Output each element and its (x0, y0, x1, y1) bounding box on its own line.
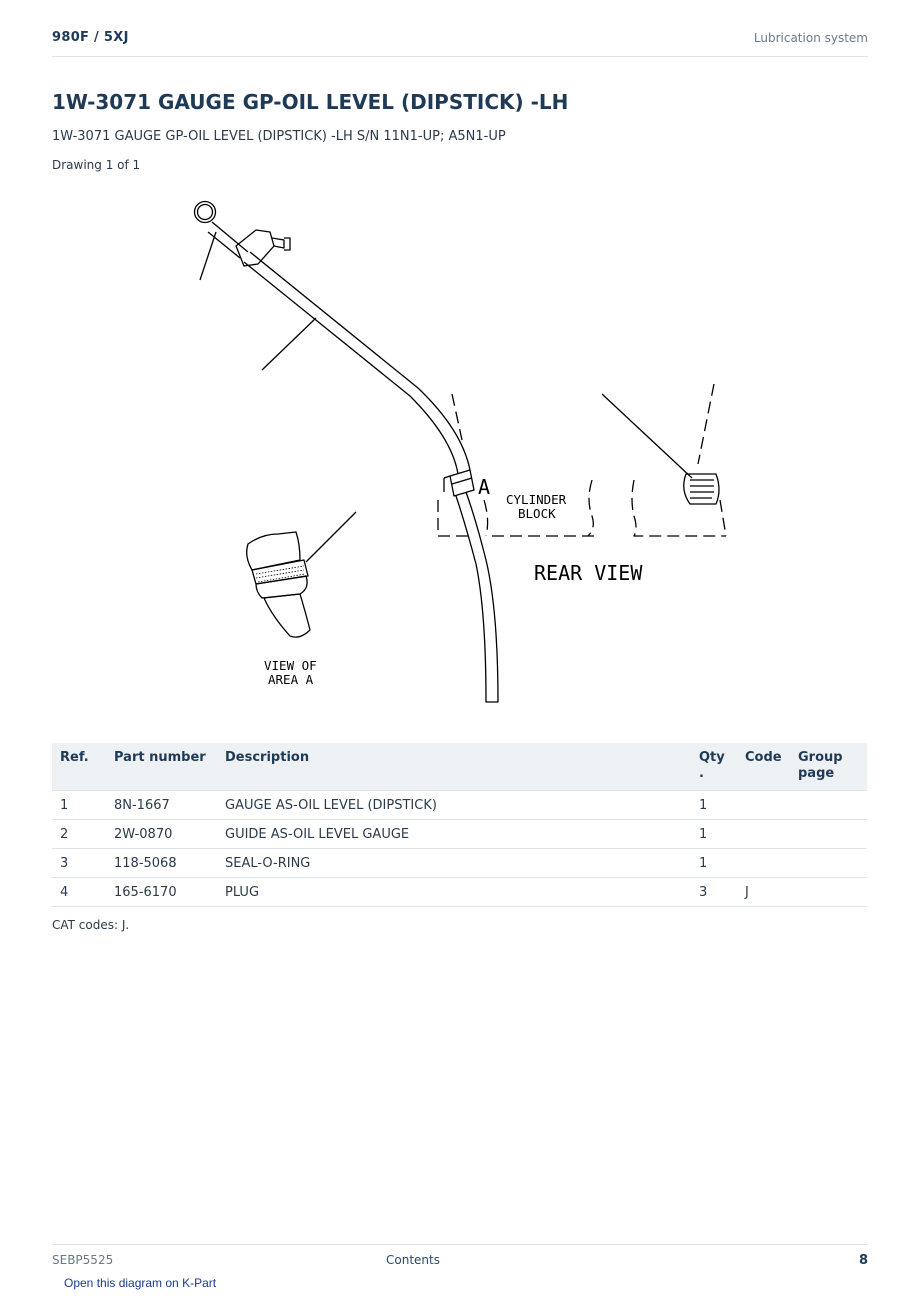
cell-group-page (790, 791, 867, 820)
cell-code (737, 791, 790, 820)
cell-description: PLUG (217, 878, 691, 907)
col-header-code: Code (737, 743, 790, 791)
cell-group-page (790, 878, 867, 907)
col-header-description: Description (217, 743, 691, 791)
cell-description: GUIDE AS-OIL LEVEL GAUGE (217, 820, 691, 849)
cell-description: SEAL-O-RING (217, 849, 691, 878)
leader-line-3 (306, 512, 356, 562)
cell-group-page (790, 849, 867, 878)
page-number: 8 (858, 1253, 868, 1268)
cell-description: GAUGE AS-OIL LEVEL (DIPSTICK) (217, 791, 691, 820)
document-id: SEBP5525 (52, 1253, 114, 1267)
seal-o-ring-band (444, 470, 474, 496)
cell-qty: 1 (691, 849, 737, 878)
page-header (52, 28, 868, 57)
plug-fitting (684, 474, 719, 504)
cell-ref: 4 (52, 878, 106, 907)
cell-group-page (790, 820, 867, 849)
table-row (52, 791, 867, 820)
leader-line-1 (200, 232, 216, 280)
cylinder-block-outline (438, 384, 726, 536)
cell-part-number: 2W-0870 (106, 820, 217, 849)
cell-qty: 1 (691, 791, 737, 820)
cell-qty: 3 (691, 878, 737, 907)
area-a-detail (247, 532, 310, 637)
contents-link[interactable]: Contents (386, 1253, 440, 1267)
page-footer (52, 1244, 868, 1275)
dipstick-handle-ring (195, 202, 216, 223)
cell-ref: 1 (52, 791, 106, 820)
page-title: 1W-3071 GAUGE GP-OIL LEVEL (DIPSTICK) -LH (52, 90, 569, 114)
cell-code (737, 820, 790, 849)
col-header-qty: Qty . (691, 743, 737, 791)
table-row (52, 878, 867, 907)
label-block: BLOCK (518, 506, 556, 521)
cell-part-number: 165-6170 (106, 878, 217, 907)
dipstick-tube (208, 222, 498, 702)
leader-line-2 (262, 318, 316, 370)
cat-codes-note: CAT codes: J. (52, 918, 130, 932)
cell-code: J (737, 878, 790, 907)
table-row (52, 820, 867, 849)
col-header-ref: Ref. (52, 743, 106, 791)
cell-part-number: 118-5068 (106, 849, 217, 878)
cell-qty: 1 (691, 820, 737, 849)
cell-ref: 2 (52, 820, 106, 849)
leader-line-4 (602, 394, 692, 478)
label-cylinder: CYLINDER (506, 492, 567, 507)
open-kpart-link[interactable]: Open this diagram on K-Part (64, 1276, 217, 1290)
table-header-row (52, 743, 867, 791)
model-serial: 980F / 5XJ (52, 30, 129, 45)
col-header-group-page: Group page (790, 743, 867, 791)
label-area-a: AREA A (268, 672, 314, 687)
cell-ref: 3 (52, 849, 106, 878)
parts-diagram (180, 190, 740, 710)
cell-part-number: 8N-1667 (106, 791, 217, 820)
drawing-count: Drawing 1 of 1 (52, 158, 141, 172)
section-name: Lubrication system (753, 31, 868, 45)
cell-code (737, 849, 790, 878)
page-subtitle: 1W-3071 GAUGE GP-OIL LEVEL (DIPSTICK) -LH S/N 11N1-UP; A5N1-UP (52, 129, 506, 144)
col-header-part-number: Part number (106, 743, 217, 791)
label-a: A (478, 475, 491, 499)
label-view-of: VIEW OF (264, 658, 317, 673)
table-row (52, 849, 867, 878)
parts-table (52, 743, 867, 907)
label-rear-view: REAR VIEW (534, 561, 643, 585)
